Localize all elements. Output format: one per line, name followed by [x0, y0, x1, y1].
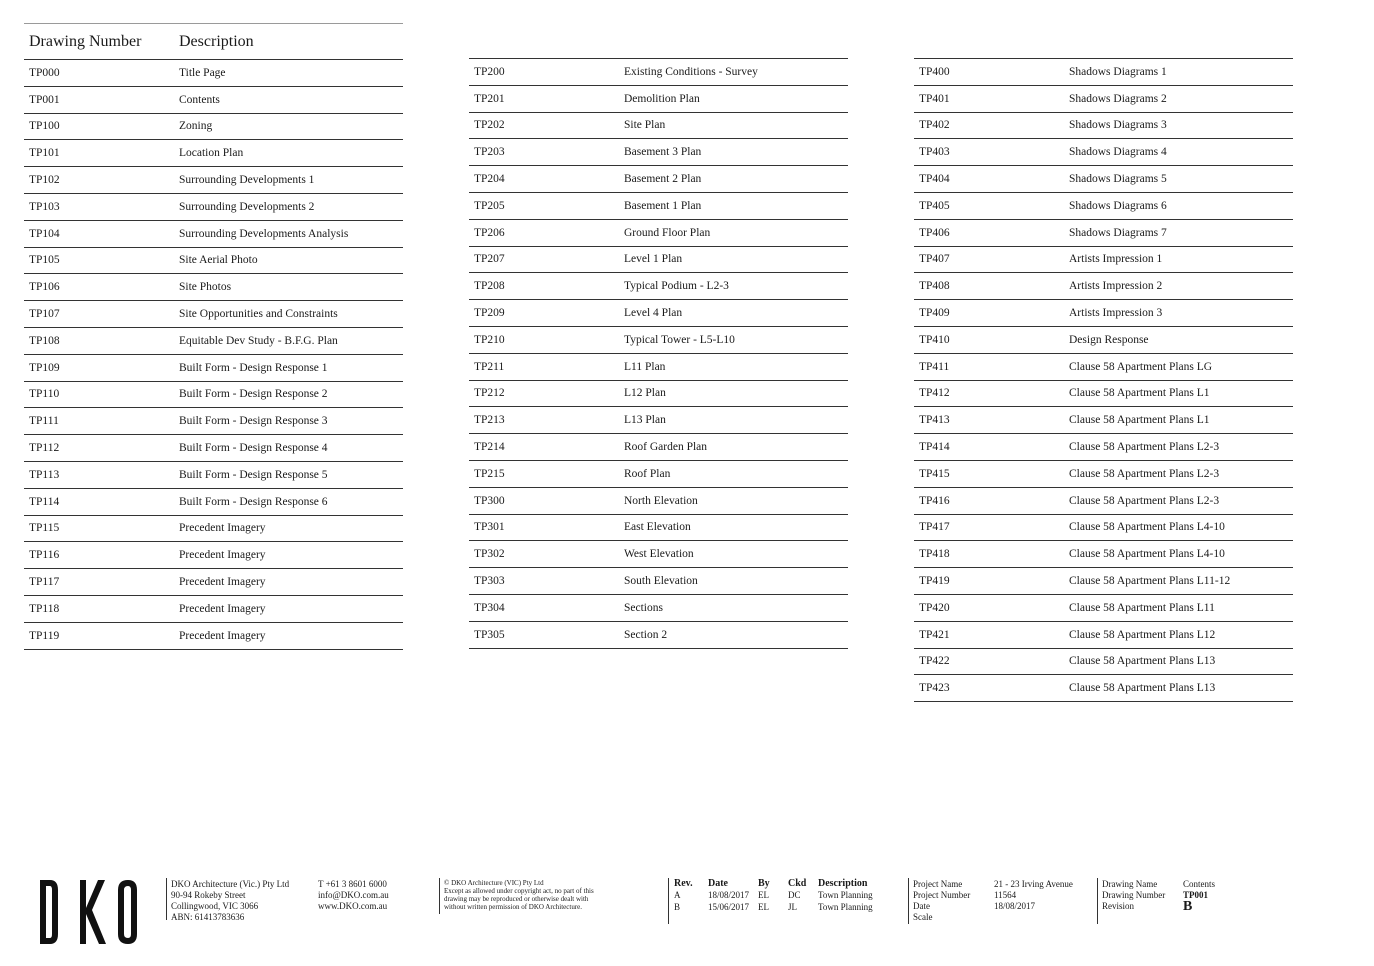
table-row	[469, 327, 848, 354]
drawing-number: TP305	[474, 628, 505, 641]
table-row	[914, 434, 1293, 461]
table-row	[24, 167, 403, 194]
drawing-number: TP204	[474, 173, 505, 186]
drawing-number: TP400	[919, 65, 950, 78]
table-row	[914, 622, 1293, 649]
drawing-description: Precedent Imagery	[179, 549, 266, 562]
table-row	[24, 623, 403, 650]
drawing-description: Clause 58 Apartment Plans L13	[1069, 655, 1216, 668]
table-row	[24, 328, 403, 355]
drawing-number: TP209	[474, 307, 505, 320]
drawing-number: TP105	[29, 254, 60, 267]
drawing-description: Surrounding Developments 2	[179, 200, 315, 213]
drawing-description: Sections	[624, 601, 663, 614]
drawing-description: Design Response	[1069, 333, 1149, 346]
drawing-number: TP111	[29, 415, 59, 428]
drawing-description: Built Form - Design Response 3	[179, 415, 328, 428]
table-row	[469, 488, 848, 515]
drawing-description: Precedent Imagery	[179, 576, 266, 589]
drawing-description: Site Plan	[624, 119, 666, 132]
drawing-description: Precedent Imagery	[179, 629, 266, 642]
drawing-number: TP214	[474, 441, 505, 454]
table-row	[24, 435, 403, 462]
table-row	[24, 355, 403, 382]
drawing-description: Artists Impression 3	[1069, 307, 1163, 320]
contact-details: T +61 3 8601 6000 info@DKO.com.au www.DKO.com.au	[318, 879, 389, 911]
drawing-description: Clause 58 Apartment Plans L1	[1069, 387, 1210, 400]
table-row	[469, 86, 848, 113]
drawing-description: Built Form - Design Response 5	[179, 468, 328, 481]
drawing-number: TP406	[919, 226, 950, 239]
drawing-description: Precedent Imagery	[179, 602, 266, 615]
table-row	[914, 675, 1293, 702]
drawing-number: TP401	[919, 92, 950, 105]
dko-logo	[38, 878, 138, 946]
table-row	[469, 220, 848, 247]
drawing-number: TP418	[919, 548, 950, 561]
drawing-description: Shadows Diagrams 4	[1069, 146, 1167, 159]
table-row	[469, 193, 848, 220]
drawing-number: TP100	[29, 120, 60, 133]
drawing-description: Built Form - Design Response 6	[179, 495, 328, 508]
table-row	[24, 114, 403, 141]
drawing-description: Clause 58 Apartment Plans L12	[1069, 628, 1216, 641]
drawing-number: TP106	[29, 281, 60, 294]
drawing-number: TP303	[474, 575, 505, 588]
drawing-rows	[914, 59, 1293, 702]
table-row	[914, 86, 1293, 113]
drawing-number: TP402	[919, 119, 950, 132]
drawing-description: Clause 58 Apartment Plans L2-3	[1069, 494, 1220, 507]
table-row	[914, 166, 1293, 193]
drawing-number: TP410	[919, 333, 950, 346]
table-row	[24, 194, 403, 221]
drawing-number: TP302	[474, 548, 505, 561]
drawing-description: Shadows Diagrams 2	[1069, 92, 1167, 105]
table-row	[24, 596, 403, 623]
drawing-number: TP414	[919, 441, 950, 454]
drawing-number: TP407	[919, 253, 950, 266]
drawing-description: Contents	[179, 93, 220, 106]
drawing-number: TP208	[474, 280, 505, 293]
drawing-number: TP119	[29, 629, 60, 642]
drawing-description: Basement 2 Plan	[624, 173, 702, 186]
drawing-description: Level 4 Plan	[624, 307, 683, 320]
drawing-description: L12 Plan	[624, 387, 666, 400]
drawing-description: Clause 58 Apartment Plans L11-12	[1069, 575, 1231, 588]
drawing-number: TP201	[474, 92, 505, 105]
drawing-description: Site Photos	[179, 281, 232, 294]
drawing-number: TP210	[474, 333, 505, 346]
drawing-description: Equitable Dev Study - B.F.G. Plan	[179, 334, 338, 347]
table-row	[24, 382, 403, 409]
drawing-description: Clause 58 Apartment Plans L11	[1069, 601, 1215, 614]
drawing-description: L13 Plan	[624, 414, 666, 427]
table-row	[914, 381, 1293, 408]
table-row	[469, 247, 848, 274]
table-row	[469, 113, 848, 140]
drawing-description: Clause 58 Apartment Plans L2-3	[1069, 441, 1220, 454]
table-row	[469, 166, 848, 193]
table-row	[469, 354, 848, 381]
revision-table: Rev. Date By Ckd Description A 18/08/2017 EL DC Town Planning B 15/06/2017 EL JL Town Planning	[674, 878, 873, 912]
table-row	[469, 273, 848, 300]
project-info: Project Name 21 - 23 Irving Avenue Project Number 11564 Date 18/08/2017 Scale	[913, 879, 1073, 922]
drawing-description: West Elevation	[624, 548, 694, 561]
drawing-number: TP421	[919, 628, 950, 641]
drawing-number: TP000	[29, 66, 60, 79]
title-block	[0, 876, 1374, 956]
table-row	[24, 274, 403, 301]
drawing-description: East Elevation	[624, 521, 691, 534]
table-row	[914, 649, 1293, 676]
table-row	[914, 300, 1293, 327]
drawing-number: TP413	[919, 414, 950, 427]
drawing-description: Site Aerial Photo	[179, 254, 258, 267]
drawing-number: TP114	[29, 495, 60, 508]
table-row	[914, 193, 1293, 220]
drawing-description: Title Page	[179, 66, 226, 79]
drawing-description: Precedent Imagery	[179, 522, 266, 535]
table-row	[469, 381, 848, 408]
table-row	[24, 516, 403, 543]
drawing-rows	[469, 59, 848, 649]
table-row	[914, 327, 1293, 354]
drawing-number: TP404	[919, 173, 950, 186]
drawing-description: South Elevation	[624, 575, 698, 588]
table-row	[24, 489, 403, 516]
drawing-description: Clause 58 Apartment Plans LG	[1069, 360, 1213, 373]
drawing-number: TP109	[29, 361, 60, 374]
table-row	[469, 515, 848, 542]
drawing-description: Built Form - Design Response 2	[179, 388, 328, 401]
drawing-number: TP116	[29, 549, 60, 562]
company-details: DKO Architecture (Vic.) Pty Ltd 90-94 Rokeby Street Collingwood, VIC 3066 ABN: 61413783636	[171, 879, 290, 922]
drawing-list-column-2	[469, 23, 848, 649]
drawing-list-column-1	[24, 23, 403, 650]
drawing-number: TP304	[474, 601, 505, 614]
table-row	[469, 541, 848, 568]
header-drawing-number: Drawing Number	[29, 32, 142, 50]
drawing-description: Shadows Diagrams 7	[1069, 226, 1167, 239]
drawing-number: TP103	[29, 200, 60, 213]
drawing-description: Clause 58 Apartment Plans L1	[1069, 414, 1210, 427]
drawing-number: TP203	[474, 146, 505, 159]
drawing-number: TP213	[474, 414, 505, 427]
table-row	[914, 541, 1293, 568]
drawing-description: Level 1 Plan	[624, 253, 683, 266]
table-row	[469, 434, 848, 461]
table-row	[914, 139, 1293, 166]
drawing-description: Zoning	[179, 120, 213, 133]
drawing-description: Basement 3 Plan	[624, 146, 702, 159]
table-row	[24, 140, 403, 167]
table-row	[24, 542, 403, 569]
drawing-number: TP108	[29, 334, 60, 347]
drawing-number: TP416	[919, 494, 950, 507]
drawing-description: Clause 58 Apartment Plans L4-10	[1069, 548, 1225, 561]
drawing-number: TP422	[919, 655, 950, 668]
drawing-number: TP212	[474, 387, 505, 400]
header-description: Description	[179, 32, 254, 50]
table-row	[914, 515, 1293, 542]
drawing-description: Built Form - Design Response 4	[179, 442, 328, 455]
drawing-description: North Elevation	[624, 494, 698, 507]
drawing-description: Clause 58 Apartment Plans L2-3	[1069, 467, 1220, 480]
drawing-number: TP205	[474, 199, 505, 212]
drawing-number: TP417	[919, 521, 950, 534]
table-row	[914, 354, 1293, 381]
drawing-info: Drawing Name Contents Drawing Number TP001 Revision B	[1102, 879, 1216, 914]
drawing-description: Location Plan	[179, 147, 244, 160]
drawing-description: Surrounding Developments 1	[179, 174, 315, 187]
drawing-description: Shadows Diagrams 3	[1069, 119, 1167, 132]
table-row	[24, 248, 403, 275]
drawing-description: Demolition Plan	[624, 92, 700, 105]
table-row	[914, 220, 1293, 247]
drawing-description: Artists Impression 2	[1069, 280, 1163, 293]
drawing-description: Ground Floor Plan	[624, 226, 711, 239]
drawing-number: TP408	[919, 280, 950, 293]
table-row	[24, 221, 403, 248]
table-row	[24, 301, 403, 328]
drawing-number: TP102	[29, 174, 60, 187]
table-row	[469, 139, 848, 166]
table-row	[914, 113, 1293, 140]
drawing-number: TP113	[29, 468, 60, 481]
drawing-description: Roof Plan	[624, 467, 671, 480]
drawing-description: Existing Conditions - Survey	[624, 65, 758, 78]
table-row	[469, 407, 848, 434]
drawing-number: TP411	[919, 360, 950, 373]
table-row	[24, 60, 403, 87]
drawing-description: Shadows Diagrams 1	[1069, 65, 1167, 78]
drawing-description: Site Opportunities and Constraints	[179, 308, 338, 321]
table-row	[24, 87, 403, 114]
table-row	[24, 569, 403, 596]
drawing-number: TP409	[919, 307, 950, 320]
drawing-description: Shadows Diagrams 5	[1069, 173, 1167, 186]
table-row	[24, 408, 403, 435]
drawing-list-column-3	[914, 23, 1293, 702]
drawing-number: TP107	[29, 308, 60, 321]
table-row	[914, 488, 1293, 515]
drawing-number: TP202	[474, 119, 505, 132]
drawing-number: TP419	[919, 575, 950, 588]
drawing-description: Section 2	[624, 628, 668, 641]
table-row	[914, 273, 1293, 300]
drawing-number: TP211	[474, 360, 505, 373]
drawing-number: TP412	[919, 387, 950, 400]
drawing-description: Surrounding Developments Analysis	[179, 227, 349, 240]
drawing-number: TP001	[29, 93, 60, 106]
drawing-description: Built Form - Design Response 1	[179, 361, 328, 374]
drawing-number: TP405	[919, 199, 950, 212]
drawing-description: Shadows Diagrams 6	[1069, 199, 1167, 212]
drawing-number: TP403	[919, 146, 950, 159]
drawing-description: Clause 58 Apartment Plans L4-10	[1069, 521, 1225, 534]
drawing-number: TP420	[919, 601, 950, 614]
drawing-description: Artists Impression 1	[1069, 253, 1163, 266]
table-row	[914, 595, 1293, 622]
table-row	[24, 462, 403, 489]
drawing-number: TP301	[474, 521, 505, 534]
drawing-number: TP110	[29, 388, 60, 401]
table-row	[469, 568, 848, 595]
drawing-number: TP118	[29, 602, 60, 615]
drawing-number: TP215	[474, 467, 505, 480]
table-row	[914, 568, 1293, 595]
drawing-number: TP207	[474, 253, 505, 266]
table-row	[469, 300, 848, 327]
table-row	[914, 59, 1293, 86]
drawing-number: TP117	[29, 576, 60, 589]
drawing-description: Typical Tower - L5-L10	[624, 333, 735, 346]
drawing-number: TP415	[919, 467, 950, 480]
drawing-number: TP104	[29, 227, 60, 240]
drawing-rows	[24, 60, 403, 650]
table-row	[914, 461, 1293, 488]
drawing-number: TP206	[474, 226, 505, 239]
drawing-number: TP101	[29, 147, 60, 160]
table-header	[24, 23, 403, 60]
drawing-number: TP200	[474, 65, 505, 78]
copyright-notice: © DKO Architecture (VIC) Pty Ltd Except as allowed under copyright act, no part of this drawing may be reproduced or otherwise dealt with without written permission of DKO Architecture.	[444, 879, 594, 911]
drawing-description: Basement 1 Plan	[624, 199, 702, 212]
table-row	[469, 622, 848, 649]
table-row	[914, 407, 1293, 434]
drawing-number: TP112	[29, 442, 60, 455]
drawing-number: TP300	[474, 494, 505, 507]
drawing-description: Typical Podium - L2-3	[624, 280, 729, 293]
drawing-number: TP423	[919, 682, 950, 695]
table-row	[469, 461, 848, 488]
table-row	[469, 595, 848, 622]
drawing-description: L11 Plan	[624, 360, 666, 373]
table-row	[469, 59, 848, 86]
table-row	[914, 247, 1293, 274]
drawing-description: Roof Garden Plan	[624, 441, 708, 454]
drawing-number: TP115	[29, 522, 60, 535]
drawing-description: Clause 58 Apartment Plans L13	[1069, 682, 1216, 695]
